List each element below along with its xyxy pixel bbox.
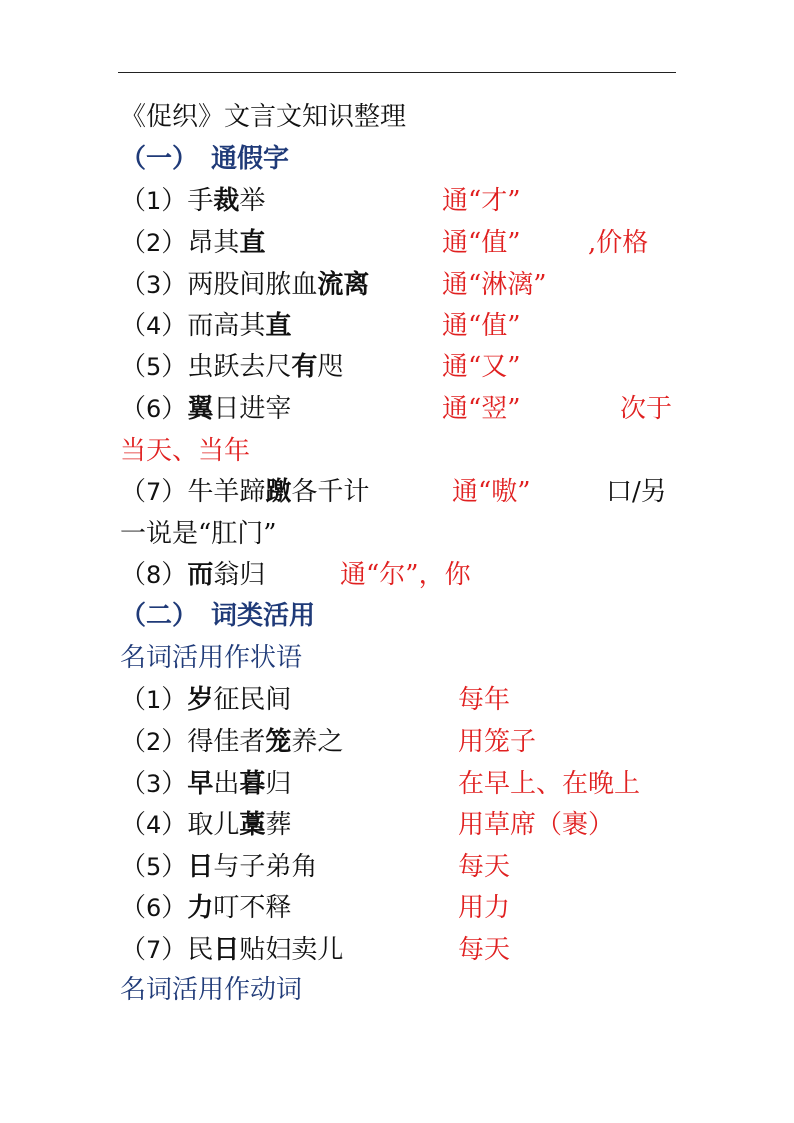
item-paren-close: ）: [161, 685, 188, 715]
item-explanation: 通“翌”: [442, 394, 521, 424]
item-paren-close: ）: [161, 810, 188, 840]
item-paren-open: （: [120, 560, 147, 590]
list-item: [120, 808, 291, 842]
item-text: 各千计: [291, 477, 370, 507]
item-number: 8: [146, 561, 162, 589]
item-extra-note: 口/另: [606, 477, 667, 507]
item-keyword: 裁: [213, 186, 240, 216]
list-item: [120, 226, 265, 260]
item-keyword: 有: [291, 352, 318, 382]
item-text: 两股间脓血: [187, 270, 318, 300]
item-keyword: 流离: [317, 270, 370, 300]
item-paren-close: ）: [161, 228, 188, 258]
item-paren-open: （: [120, 477, 147, 507]
list-item: [120, 268, 369, 302]
list-item: [120, 683, 291, 717]
item-explanation: 通“值”: [442, 228, 521, 258]
item-explanation: 每年: [458, 685, 511, 715]
list-item: [120, 309, 291, 343]
item-explanation: 通“又”: [442, 352, 521, 382]
item-text: 手: [187, 186, 214, 216]
item-keyword: 笼: [265, 727, 292, 757]
item-paren-open: （: [120, 270, 147, 300]
item-explanation: 用笼子: [458, 727, 537, 757]
item-number: 6: [146, 395, 162, 423]
subheading-verb: 名词活用作动词: [120, 975, 303, 1005]
item-text: 出: [213, 769, 240, 799]
item-explanation: 每天: [458, 852, 511, 882]
item-keyword: 岁: [187, 685, 214, 715]
subheading-adverbial: 名词活用作状语: [120, 643, 303, 673]
item-paren-close: ）: [161, 560, 188, 590]
item-number: 7: [146, 936, 162, 964]
list-item: [120, 392, 291, 426]
item-number: 7: [146, 478, 162, 506]
item-number: 5: [146, 353, 162, 381]
item-paren-open: （: [120, 727, 147, 757]
item-paren-open: （: [120, 810, 147, 840]
item-extra-note: 次于: [620, 394, 673, 424]
item-paren-open: （: [120, 186, 147, 216]
item-paren-close: ）: [161, 186, 188, 216]
item-keyword: 暮: [239, 769, 266, 799]
item-number: 4: [146, 312, 162, 340]
item-paren-open: （: [120, 769, 147, 799]
section-heading-tongjiazi: （一） 通假字: [120, 144, 290, 174]
item-text: 虫跃去尺: [187, 352, 292, 382]
list-item: [120, 891, 291, 925]
item-explanation: 通“淋漓”: [442, 270, 547, 300]
item-keyword: 早: [187, 769, 214, 799]
item-keyword: 藁: [239, 810, 266, 840]
item-text: 征民间: [213, 685, 292, 715]
item-explanation: 通“尔”，你: [340, 560, 471, 590]
item-explanation: 通“值”: [442, 311, 521, 341]
list-item: [120, 350, 343, 384]
item-number: 1: [146, 686, 162, 714]
item-text: 翁归: [213, 560, 266, 590]
item-explanation: 通“才”: [442, 186, 521, 216]
item-paren-open: （: [120, 228, 147, 258]
item-text: 与子弟角: [213, 852, 318, 882]
item-paren-open: （: [120, 311, 147, 341]
list-item: [120, 184, 265, 218]
item-continuation: 当天、当年: [120, 436, 251, 466]
item-text: 昂其: [187, 228, 240, 258]
item-number: 2: [146, 728, 162, 756]
item-keyword: 日: [213, 935, 240, 965]
item-text: 得佳者: [187, 727, 266, 757]
item-paren-close: ）: [161, 727, 188, 757]
item-paren-close: ）: [161, 352, 188, 382]
item-number: 5: [146, 853, 162, 881]
list-item: [120, 850, 317, 884]
item-paren-open: （: [120, 685, 147, 715]
list-item: [120, 558, 265, 592]
item-paren-close: ）: [161, 935, 188, 965]
item-keyword: 而: [187, 560, 214, 590]
item-paren-close: ）: [161, 769, 188, 799]
item-paren-close: ）: [161, 270, 188, 300]
list-item: [120, 767, 291, 801]
item-text: 日进宰: [213, 394, 292, 424]
item-paren-close: ）: [161, 477, 188, 507]
item-paren-open: （: [120, 394, 147, 424]
item-number: 3: [146, 271, 162, 299]
item-extra-note: ,价格: [588, 228, 649, 258]
item-number: 3: [146, 770, 162, 798]
item-keyword: 躈: [265, 477, 292, 507]
header-rule: [118, 72, 676, 73]
item-text: 取儿: [187, 810, 240, 840]
item-paren-close: ）: [161, 394, 188, 424]
item-keyword: 日: [187, 852, 214, 882]
item-text: 葬: [265, 810, 292, 840]
item-explanation: 用力: [458, 893, 511, 923]
item-text: 叮不释: [213, 893, 292, 923]
item-keyword: 直: [239, 228, 266, 258]
list-item: [120, 475, 369, 509]
item-explanation: 在早上、在晚上: [458, 769, 641, 799]
item-paren-open: （: [120, 852, 147, 882]
list-item: [120, 725, 343, 759]
item-keyword: 直: [265, 311, 292, 341]
item-keyword: 力: [187, 893, 214, 923]
item-text: 贴妇卖儿: [239, 935, 344, 965]
item-text: 养之: [291, 727, 344, 757]
item-explanation: 用草席（裹）: [458, 810, 615, 840]
page-title: 《促织》文言文知识整理: [120, 102, 407, 132]
item-text: 而高其: [187, 311, 266, 341]
item-explanation: 通“嗷”: [452, 477, 531, 507]
item-number: 1: [146, 187, 162, 215]
section-heading-ciluohuoyong: （二） 词类活用: [120, 601, 316, 631]
item-number: 4: [146, 811, 162, 839]
item-paren-open: （: [120, 352, 147, 382]
item-explanation: 每天: [458, 935, 511, 965]
item-paren-close: ）: [161, 852, 188, 882]
item-paren-open: （: [120, 935, 147, 965]
item-text: 咫: [317, 352, 344, 382]
item-number: 6: [146, 894, 162, 922]
item-continuation: 一说是“肛门”: [120, 519, 277, 549]
item-paren-close: ）: [161, 893, 188, 923]
item-text: 牛羊蹄: [187, 477, 266, 507]
item-paren-close: ）: [161, 311, 188, 341]
item-text: 举: [239, 186, 266, 216]
item-number: 2: [146, 229, 162, 257]
item-text: 归: [265, 769, 292, 799]
item-paren-open: （: [120, 893, 147, 923]
item-text: 民: [187, 935, 214, 965]
list-item: [120, 933, 343, 967]
item-keyword: 翼: [187, 394, 214, 424]
